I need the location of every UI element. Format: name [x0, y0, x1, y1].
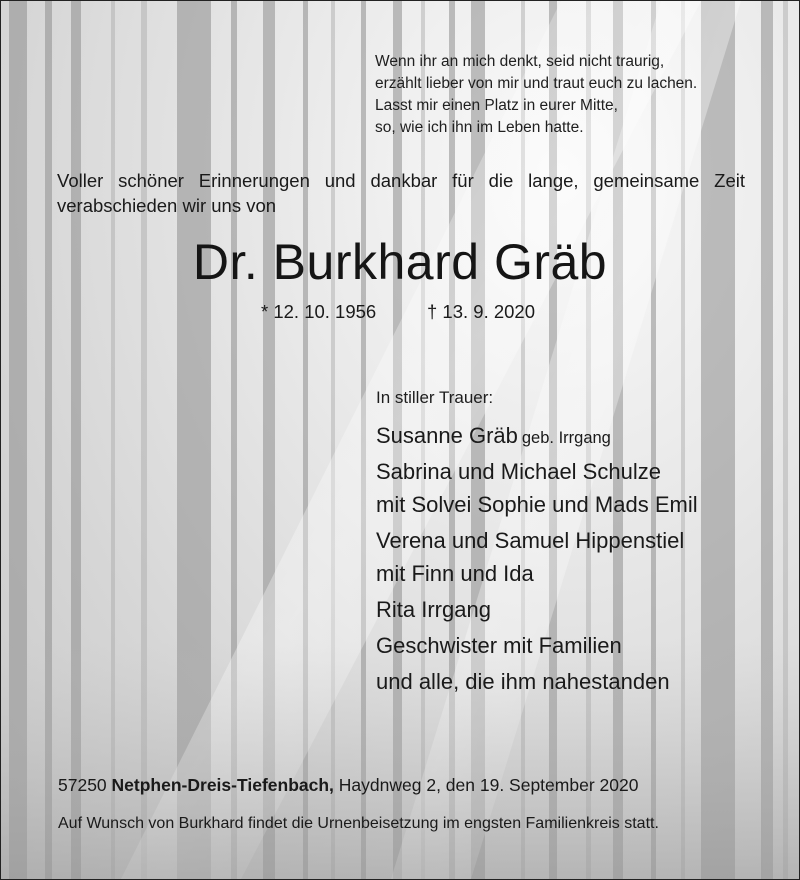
mourning-label: In stiller Trauer: [376, 388, 494, 407]
mourner-line: Geschwister mit Familien [376, 633, 622, 658]
maiden-name: geb. Irrgang [521, 429, 611, 447]
poem-line: so, wie ich ihn im Leben hatte. [375, 119, 584, 136]
postal-code: 57250 [58, 775, 107, 795]
poem-line: erzählt lieber von mir und traut euch zu lachen. [375, 75, 698, 92]
deceased-name: Dr. Burkhard Gräb [192, 234, 608, 290]
mourner-line: Sabrina und Michael Schulze [376, 459, 661, 484]
mourner-line: und alle, die ihm nahestanden [376, 669, 670, 694]
burial-note: Auf Wunsch von Burkhard findet die Urnenbeisetzung im engsten Familienkreis statt. [58, 815, 659, 832]
mourner-line: Rita Irrgang [376, 597, 491, 622]
intro-line: verabschieden wir uns von [57, 195, 277, 216]
birth-date: * 12. 10. 1956 [261, 301, 377, 322]
notice-content [1, 1, 799, 879]
mourner-line: mit Solvei Sophie und Mads Emil [376, 492, 698, 517]
mourners-list [376, 419, 698, 698]
mourner-line: mit Finn und Ida [376, 561, 534, 586]
address-date: Haydnweg 2, den 19. September 2020 [338, 775, 639, 795]
death-date: † 13. 9. 2020 [427, 301, 536, 322]
place-and-date [58, 775, 638, 796]
mourner-line: Verena und Samuel Hippenstiel [376, 528, 685, 553]
poem-line: Lasst mir einen Platz in eurer Mitte, [375, 97, 618, 114]
town: Netphen-Dreis-Tiefenbach, [111, 775, 334, 795]
mourner-name: Susanne Gräb [376, 423, 518, 448]
intro-text [57, 168, 745, 218]
intro-line: Voller schöner Erinnerungen und dankbar für die lange, gemeinsame Zeit [57, 170, 745, 191]
poem [375, 51, 697, 139]
mourner-line [376, 419, 698, 452]
poem-line: Wenn ihr an mich denkt, seid nicht traurig, [375, 53, 665, 70]
